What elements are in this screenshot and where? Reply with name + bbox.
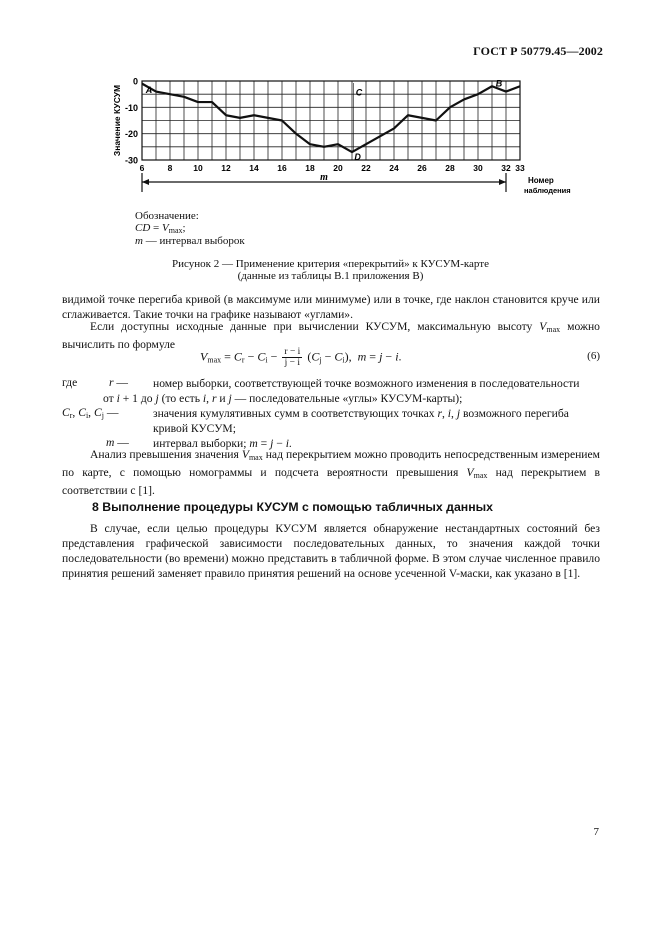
point-label: D: [354, 152, 361, 163]
cusum-chart: [108, 72, 571, 202]
x-axis-label-line2: наблюдения: [524, 186, 571, 195]
point-label: A: [145, 84, 153, 95]
point-label: B: [495, 78, 503, 89]
figure-caption-line2: (данные из таблицы В.1 приложения В): [237, 270, 424, 282]
section-heading: 8 Выполнение процедуры КУСУМ с помощью табличных данных: [92, 500, 494, 514]
x-tick-label: 26: [417, 163, 427, 173]
chart-grid: [142, 81, 520, 163]
x-tick-label: 32: [501, 163, 511, 173]
standard-header: ГОСТ Р 50779.45—2002: [473, 44, 603, 58]
formula-fraction: $\frac{r - i}{j - i}$: [284, 347, 301, 368]
interval-label: m: [320, 172, 328, 183]
x-tick-label: 30: [473, 163, 483, 173]
paragraph-tabular: В случае, если целью процедуры КУСУМ является обнаружение нестандартных состояний без представления графической зависимости последовательных данных, то значения каждой точки последовательности (во времени) можно представить в табличной форме. В этом случае численное правило принятия решений заменяет правило принятия решений на основе усеченной V-маски, как указано в [1].: [62, 522, 600, 580]
x-tick-label: 12: [221, 163, 231, 173]
x-tick-label: 8: [167, 163, 173, 173]
x-tick-label: 22: [361, 163, 371, 173]
y-tick-label: -20: [124, 129, 138, 140]
x-tick-label: 28: [445, 163, 455, 173]
legend-title: Обозначение:: [135, 210, 199, 222]
x-tick-label: 20: [333, 163, 343, 173]
x-tick-label: 14: [249, 163, 259, 173]
paragraph-vmax-analysis: Анализ превышения значения $V_{max}$ над перекрытием можно проводить непосредственным измерением по карте, с помощью номограммы и подсчета вероятности превышения $V_{max}$ над перекрытием в соответствии с [1].: [62, 448, 601, 497]
y-axis-label: Значение КУСУМ: [112, 84, 122, 157]
legend-m: m — интервал выборок: [135, 235, 245, 247]
x-tick-label: 18: [305, 163, 315, 173]
x-tick-label: 33: [515, 163, 525, 173]
legend-cd: CD = $V_{max}$;: [135, 222, 186, 235]
figure-caption-line1: Рисунок 2 — Применение критерия «перекрытий» к КУСУМ-карте: [172, 258, 489, 270]
formula-number: (6): [587, 350, 600, 362]
paragraph-vmax-intro: Если доступны исходные данные при вычислении КУСУМ, максимальную высоту $V_{max}$ можно вычислить по формуле: [62, 320, 600, 351]
x-tick-label: 16: [277, 163, 287, 173]
y-tick-label: -30: [124, 155, 138, 166]
y-tick-label: -10: [124, 102, 138, 113]
y-tick-label: 0: [132, 76, 138, 87]
x-tick-label: 24: [389, 163, 399, 173]
interval-arrow-head-left: [142, 179, 149, 185]
page-number: 7: [593, 826, 599, 838]
paragraph-corners: видимой точке перегиба кривой (в максимуме или минимуме) или в точке, где наклон становится круче или сглаживается. Такие точки на графике называют «углами».: [62, 293, 600, 321]
point-label: C: [355, 87, 363, 98]
x-tick-label: 10: [193, 163, 203, 173]
x-tick-label: 6: [139, 163, 145, 173]
interval-arrow-head-right: [499, 179, 506, 185]
formula-vmax: $V_{max} = C_r - C_i$ − $\frac{r - i}{j - i}$ $(C_j - C_i)$, m = j − i.: [200, 347, 402, 368]
x-axis-label-line1: Номер: [528, 176, 554, 185]
